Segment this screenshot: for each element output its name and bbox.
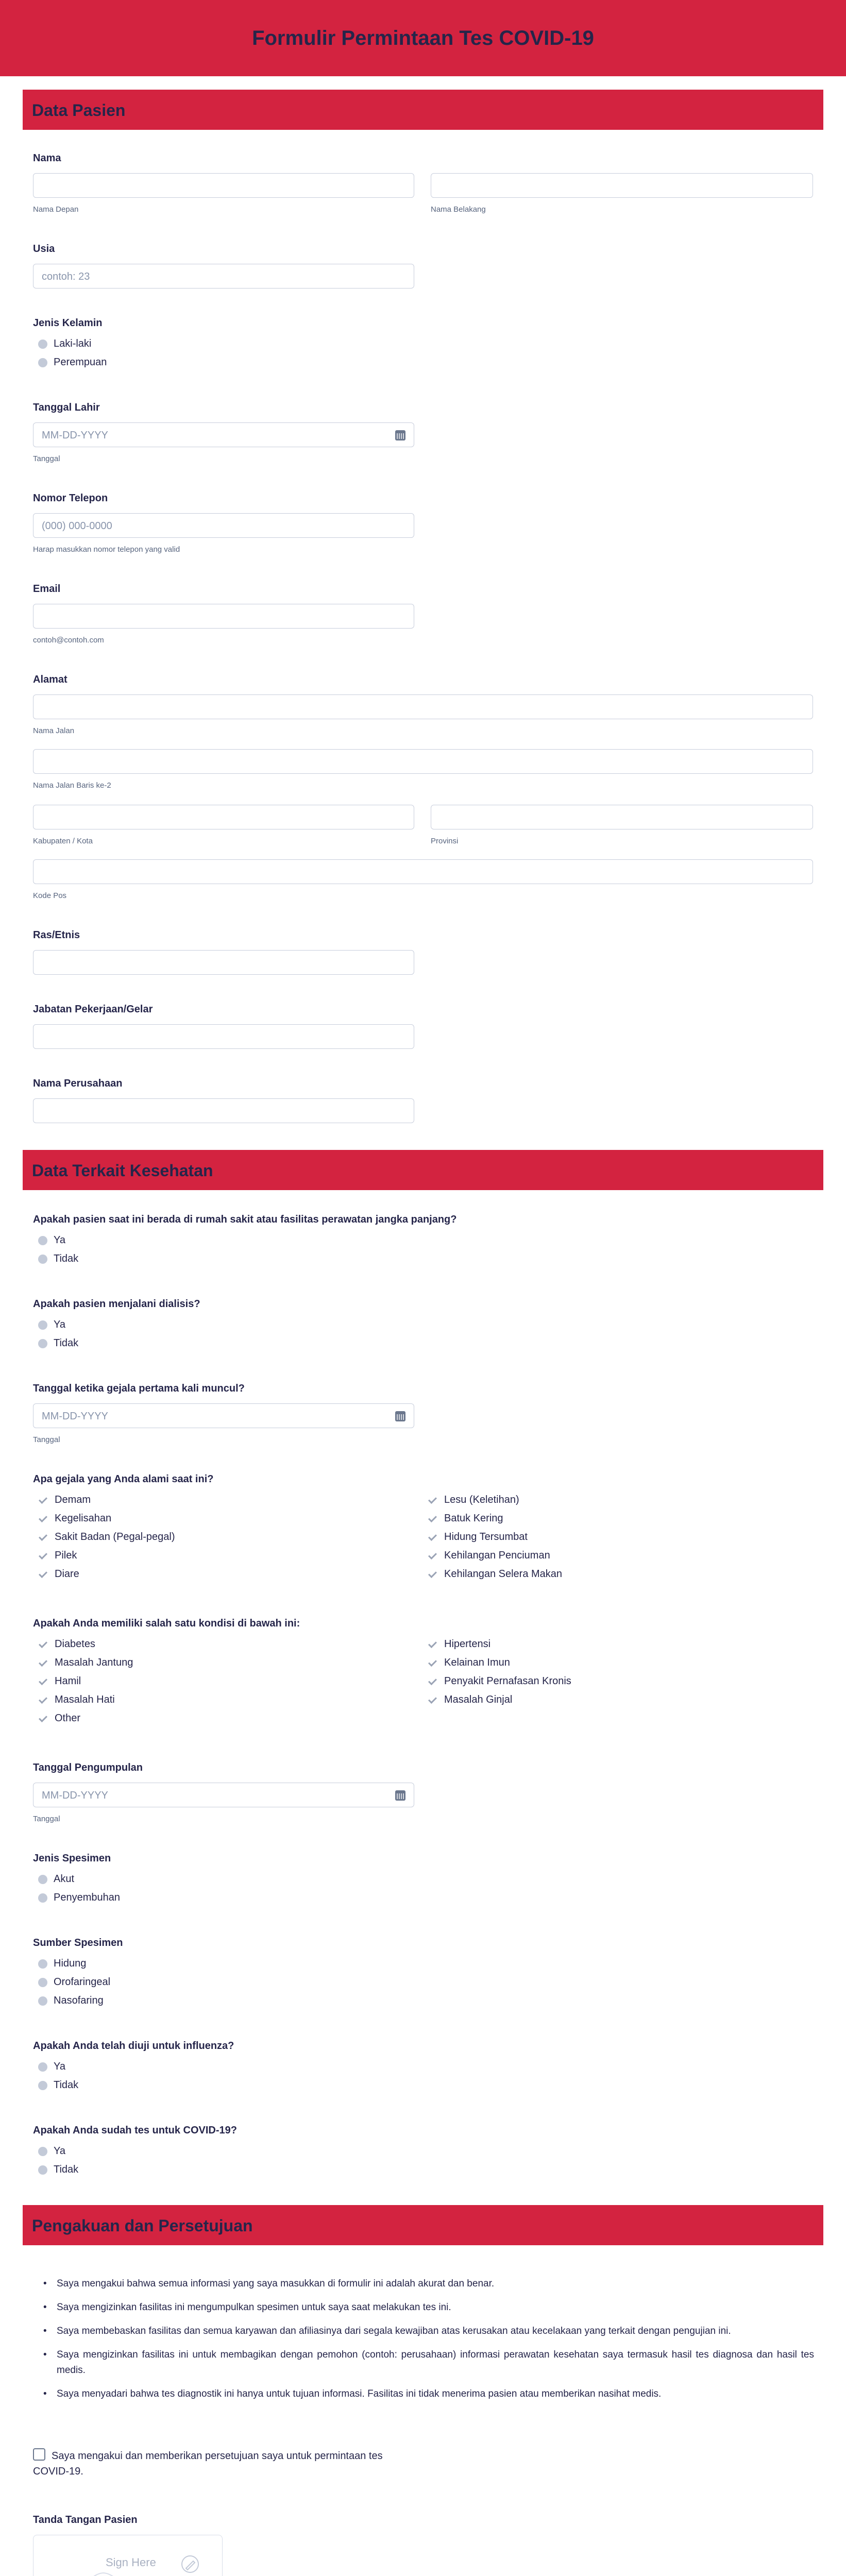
condition-checkbox[interactable]: Masalah Ginjal xyxy=(428,1694,512,1706)
radio-icon xyxy=(38,2165,47,2175)
check-icon xyxy=(428,1514,438,1524)
city-sublabel: Kabupaten / Kota xyxy=(33,837,93,845)
specimen-type-convalescent[interactable]: Penyembuhan xyxy=(38,1892,120,1904)
symptom-checkbox[interactable]: Diare xyxy=(38,1568,79,1580)
symptoms-label: Apa gejala yang Anda alami saat ini? xyxy=(33,1473,214,1485)
condition-checkbox[interactable]: Other xyxy=(38,1713,80,1724)
check-icon xyxy=(428,1695,438,1705)
gender-option-male[interactable]: Laki-laki xyxy=(38,338,91,350)
zip-input[interactable] xyxy=(33,859,813,884)
symptom-checkbox[interactable]: Batuk Kering xyxy=(428,1513,503,1524)
age-placeholder: contoh: 23 xyxy=(42,271,90,282)
q-dialysis-yes[interactable]: Ya xyxy=(38,1319,65,1331)
section-header-patient xyxy=(23,90,823,130)
q-dialysis-label: Apakah pasien menjalani dialisis? xyxy=(33,1298,200,1310)
province-input[interactable] xyxy=(431,805,813,829)
calendar-icon[interactable] xyxy=(395,1411,405,1421)
onset-label: Tanggal ketika gejala pertama kali muncul? xyxy=(33,1383,245,1394)
radio-icon xyxy=(38,1875,47,1884)
symptom-checkbox[interactable]: Demam xyxy=(38,1494,91,1506)
onset-date-input[interactable] xyxy=(33,1403,414,1428)
q-hospital-yes[interactable]: Ya xyxy=(38,1234,65,1246)
section-header-consent xyxy=(23,2205,823,2245)
symptom-checkbox[interactable]: Kehilangan Selera Makan xyxy=(428,1568,562,1580)
consent-bullet: • Saya mengizinkan fasilitas ini untuk membagikan dengan pemohon (contoh: perusahaan) informasi perawatan kesehatan saya termasuk hasil tes diagnosa dan hasil tes medis. xyxy=(57,2347,814,2378)
phone-placeholder: (000) 000-0000 xyxy=(42,520,112,532)
section-header-health xyxy=(23,1150,823,1190)
calendar-icon[interactable] xyxy=(395,430,405,440)
race-input[interactable] xyxy=(33,950,414,975)
dob-input[interactable] xyxy=(33,422,414,447)
radio-icon xyxy=(38,2062,47,2072)
check-icon xyxy=(38,1695,48,1705)
radio-icon xyxy=(38,1339,47,1348)
phone-sublabel: Harap masukkan nomor telepon yang valid xyxy=(33,545,180,554)
covid-test-yes[interactable]: Ya xyxy=(38,2145,65,2157)
symptom-checkbox[interactable]: Lesu (Keletihan) xyxy=(428,1494,519,1506)
check-icon xyxy=(428,1658,438,1668)
radio-icon xyxy=(38,340,47,349)
check-icon xyxy=(38,1495,48,1505)
check-icon xyxy=(38,1639,48,1650)
condition-checkbox[interactable]: Hipertensi xyxy=(428,1638,490,1650)
address-label: Alamat xyxy=(33,674,67,685)
job-label: Jabatan Pekerjaan/Gelar xyxy=(33,1004,153,1015)
q-hospital-no[interactable]: Tidak xyxy=(38,1253,78,1265)
radio-icon xyxy=(38,1255,47,1264)
specimen-source-nasopharynx[interactable]: Nasofaring xyxy=(38,1995,104,2007)
sign-here-hint: Sign Here xyxy=(106,2556,156,2569)
job-input[interactable] xyxy=(33,1024,414,1049)
dob-label: Tanggal Lahir xyxy=(33,402,100,413)
radio-icon xyxy=(38,1996,47,2006)
section-title: Pengakuan dan Persetujuan xyxy=(32,2216,253,2235)
last-name-sublabel: Nama Belakang xyxy=(431,205,486,214)
check-icon xyxy=(38,1514,48,1524)
consent-bullet: • Saya mengakui bahwa semua informasi yang saya masukkan di formulir ini adalah akurat dan benar. xyxy=(57,2276,814,2292)
collection-date-label: Tanggal Pengumpulan xyxy=(33,1762,143,1773)
specimen-source-oropharyngeal[interactable]: Orofaringeal xyxy=(38,1976,110,1988)
condition-checkbox[interactable]: Diabetes xyxy=(38,1638,95,1650)
first-name-input[interactable] xyxy=(33,173,414,198)
signature-squiggle-icon xyxy=(54,2566,183,2576)
consent-bullet: • Saya mengizinkan fasilitas ini mengumpulkan spesimen untuk saya saat melakukan tes ini. xyxy=(57,2300,814,2315)
consent-checkbox[interactable] xyxy=(33,2448,45,2461)
calendar-icon[interactable] xyxy=(395,1790,405,1801)
condition-checkbox[interactable]: Masalah Hati xyxy=(38,1694,115,1706)
street-sublabel: Nama Jalan xyxy=(33,726,75,735)
race-label: Ras/Etnis xyxy=(33,929,80,941)
symptom-checkbox[interactable]: Sakit Badan (Pegal-pegal) xyxy=(38,1531,175,1543)
conditions-label: Apakah Anda memiliki salah satu kondisi di bawah ini: xyxy=(33,1618,300,1629)
consent-bullet: • Saya membebaskan fasilitas dan semua karyawan dan afiliasinya dari segala kewajiban atas kerusakan atau kecelakaan yang terkait dengan pengujian ini. xyxy=(57,2324,814,2339)
company-input[interactable] xyxy=(33,1098,414,1123)
consent-bullet: • Saya menyadari bahwa tes diagnostik ini hanya untuk tujuan informasi. Fasilitas ini tidak menerima pasien atau memberikan nasihat medis. xyxy=(57,2386,814,2402)
symptom-checkbox[interactable]: Hidung Tersumbat xyxy=(428,1531,528,1543)
check-icon xyxy=(428,1532,438,1543)
flu-test-no[interactable]: Tidak xyxy=(38,2079,78,2091)
radio-icon xyxy=(38,1959,47,1969)
collection-placeholder: MM-DD-YYYY xyxy=(42,1790,108,1801)
email-input[interactable] xyxy=(33,604,414,629)
zip-sublabel: Kode Pos xyxy=(33,891,67,900)
check-icon xyxy=(428,1676,438,1687)
dob-placeholder: MM-DD-YYYY xyxy=(42,430,108,441)
symptom-checkbox[interactable]: Kegelisahan xyxy=(38,1513,111,1524)
email-label: Email xyxy=(33,583,61,595)
radio-icon xyxy=(38,2147,47,2156)
q-dialysis-no[interactable]: Tidak xyxy=(38,1337,78,1349)
check-icon xyxy=(38,1569,48,1580)
phone-label: Nomor Telepon xyxy=(33,493,108,504)
specimen-source-label: Sumber Spesimen xyxy=(33,1937,123,1948)
radio-icon xyxy=(38,1978,47,1987)
gender-label: Jenis Kelamin xyxy=(33,317,103,329)
street2-input[interactable] xyxy=(33,749,813,774)
collection-sublabel: Tanggal xyxy=(33,1815,60,1823)
condition-checkbox[interactable]: Masalah Jantung xyxy=(38,1657,133,1669)
check-icon xyxy=(38,1551,48,1561)
age-label: Usia xyxy=(33,243,55,255)
email-sublabel: contoh@contoh.com xyxy=(33,636,104,645)
consent-bullet-list xyxy=(57,2276,814,2410)
check-icon xyxy=(428,1639,438,1650)
signature-pad[interactable] xyxy=(33,2535,223,2576)
consent-agree-text: Saya mengakui dan memberikan persetujuan saya untuk permintaan tes COVID-19. xyxy=(33,2450,383,2477)
age-input[interactable] xyxy=(33,264,414,289)
radio-icon xyxy=(38,358,47,367)
check-icon xyxy=(428,1551,438,1561)
specimen-type-label: Jenis Spesimen xyxy=(33,1853,111,1864)
q-hospital-label: Apakah pasien saat ini berada di rumah sakit atau fasilitas perawatan jangka panjang? xyxy=(33,1214,457,1225)
radio-icon xyxy=(38,2081,47,2090)
last-name-input[interactable] xyxy=(431,173,813,198)
specimen-type-acute[interactable]: Akut xyxy=(38,1873,74,1885)
condition-checkbox[interactable]: Hamil xyxy=(38,1675,81,1687)
pen-icon xyxy=(180,2554,200,2574)
check-icon xyxy=(38,1676,48,1687)
flu-test-yes[interactable]: Ya xyxy=(38,2061,65,2073)
flu-test-label: Apakah Anda telah diuji untuk influenza? xyxy=(33,2040,234,2052)
radio-icon xyxy=(38,1236,47,1245)
onset-placeholder: MM-DD-YYYY xyxy=(42,1411,108,1422)
company-label: Nama Perusahaan xyxy=(33,1078,123,1089)
name-label: Nama xyxy=(33,152,61,164)
gender-option-female[interactable]: Perempuan xyxy=(38,357,107,368)
city-input[interactable] xyxy=(33,805,414,829)
section-title: Data Pasien xyxy=(32,101,126,120)
section-title: Data Terkait Kesehatan xyxy=(32,1161,213,1180)
street2-sublabel: Nama Jalan Baris ke-2 xyxy=(33,781,111,790)
check-icon xyxy=(428,1495,438,1505)
covid-test-label: Apakah Anda sudah tes untuk COVID-19? xyxy=(33,2125,237,2136)
check-icon xyxy=(38,1658,48,1668)
dob-sublabel: Tanggal xyxy=(33,454,60,463)
first-name-sublabel: Nama Depan xyxy=(33,205,79,214)
covid-test-no[interactable]: Tidak xyxy=(38,2164,78,2176)
condition-checkbox[interactable]: Penyakit Pernafasan Kronis xyxy=(428,1675,571,1687)
radio-icon xyxy=(38,1893,47,1903)
symptom-checkbox[interactable]: Kehilangan Penciuman xyxy=(428,1550,550,1562)
collection-date-input[interactable] xyxy=(33,1783,414,1807)
form-title: Formulir Permintaan Tes COVID-19 xyxy=(252,27,594,49)
phone-input[interactable] xyxy=(33,513,414,538)
check-icon xyxy=(38,1532,48,1543)
street-input[interactable] xyxy=(33,694,813,719)
onset-sublabel: Tanggal xyxy=(33,1435,60,1444)
symptom-checkbox[interactable]: Pilek xyxy=(38,1550,77,1562)
check-icon xyxy=(38,1714,48,1724)
radio-icon xyxy=(38,1320,47,1330)
specimen-source-nose[interactable]: Hidung xyxy=(38,1958,86,1970)
signature-label: Tanda Tangan Pasien xyxy=(33,2514,138,2526)
condition-checkbox[interactable]: Kelainan Imun xyxy=(428,1657,510,1669)
check-icon xyxy=(428,1569,438,1580)
province-sublabel: Provinsi xyxy=(431,837,459,845)
